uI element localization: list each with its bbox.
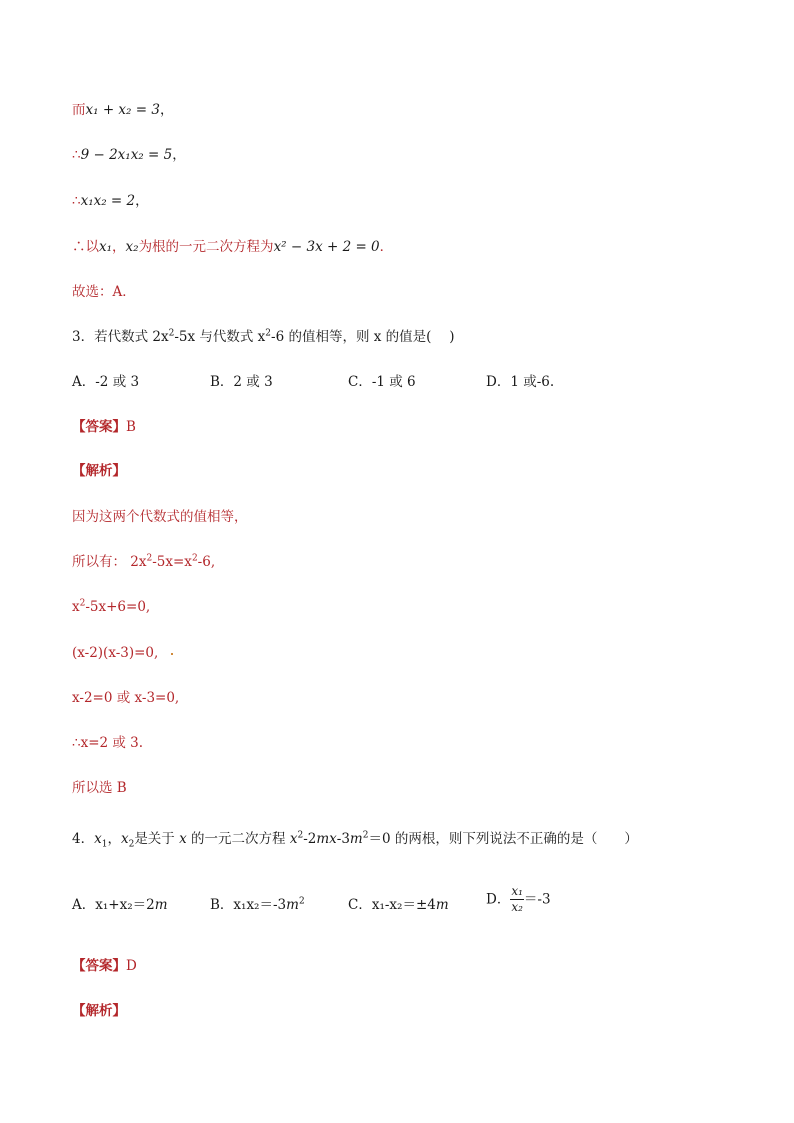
math-expression: x₁x₂ = 2 bbox=[80, 193, 136, 209]
option-expr: x₁+x₂＝2 bbox=[95, 897, 155, 913]
text: -5x=x bbox=[152, 554, 192, 570]
text: -6 的值相等，则 x 的值是( ) bbox=[271, 329, 455, 345]
answer-value: D bbox=[126, 958, 137, 974]
text: -2 bbox=[303, 831, 317, 847]
text: ． bbox=[379, 239, 394, 255]
math-x: x bbox=[94, 831, 102, 847]
q3-option-d: D．1 或-6. bbox=[486, 374, 555, 390]
q3-step-3 bbox=[72, 598, 150, 616]
subscript: 1 bbox=[101, 839, 108, 850]
solution-line-1 bbox=[72, 101, 173, 119]
solution-line-4 bbox=[72, 238, 393, 256]
punctuation: ， bbox=[135, 193, 149, 209]
math-x1: x₁ bbox=[99, 239, 113, 255]
line-prefix: 而 bbox=[72, 102, 86, 118]
q3-option-b: B．2 或 3 bbox=[210, 374, 273, 390]
math-x: x bbox=[179, 831, 187, 847]
superscript: 2 bbox=[362, 830, 369, 841]
text: -5x+6=0, bbox=[85, 599, 151, 615]
q3-step-7: 所以选 B bbox=[72, 780, 127, 796]
punctuation: ， bbox=[159, 102, 174, 118]
math-x: x bbox=[120, 831, 129, 847]
question-3-stem bbox=[72, 328, 455, 346]
therefore-symbol: ∴ bbox=[72, 147, 81, 163]
math-expression: 9 − 2x₁x₂ = 5 bbox=[80, 147, 173, 163]
superscript: 2 bbox=[265, 328, 272, 339]
q3-step-2 bbox=[72, 553, 215, 571]
math-mx: mx bbox=[316, 831, 337, 847]
q4-option-a bbox=[72, 896, 168, 914]
superscript: 2 bbox=[146, 553, 153, 564]
text: 是关于 bbox=[134, 831, 180, 847]
text: ， bbox=[112, 239, 126, 255]
answer-value: B bbox=[126, 419, 136, 435]
superscript: 2 bbox=[297, 830, 304, 841]
math-equation: x² − 3x + 2 = 0 bbox=[273, 239, 380, 255]
text: ， bbox=[107, 831, 121, 847]
q3-step-1: 因为这两个代数式的值相等， bbox=[72, 509, 248, 525]
text: 4． bbox=[72, 831, 95, 847]
q3-analysis-label: 【解析】 bbox=[72, 463, 126, 479]
q4-option-c bbox=[348, 896, 449, 914]
option-expr: x₁x₂＝-3 bbox=[233, 897, 287, 913]
math-expression: x₁ + x₂ = 3 bbox=[85, 102, 160, 118]
q3-step-5: x-2=0 或 x-3=0, bbox=[72, 690, 180, 706]
text: 为根的一元二次方程为 bbox=[138, 239, 274, 255]
fraction-denominator: x₂ bbox=[511, 900, 523, 914]
option-expr: ＝-3 bbox=[523, 891, 551, 908]
math-x: x bbox=[289, 831, 298, 847]
superscript: 2 bbox=[79, 598, 86, 609]
math-x2: x₂ bbox=[125, 239, 139, 255]
stray-dot bbox=[171, 653, 173, 655]
subscript: 2 bbox=[128, 839, 135, 850]
fraction-numerator: x₁ bbox=[511, 884, 523, 898]
question-4-stem bbox=[72, 830, 638, 848]
superscript: 2 bbox=[191, 553, 198, 564]
text: ∴以 bbox=[72, 239, 99, 255]
text: -6, bbox=[197, 554, 216, 570]
text: x bbox=[72, 599, 80, 615]
option-label: D． bbox=[486, 891, 511, 908]
q3-option-a: A．-2 或 3 bbox=[72, 374, 140, 390]
q4-option-d bbox=[486, 884, 551, 915]
solution-line-2 bbox=[72, 146, 186, 164]
math-m: m bbox=[435, 897, 449, 913]
q4-option-b bbox=[210, 896, 305, 914]
superscript: 2 bbox=[168, 328, 175, 339]
q3-option-c: C．-1 或 6 bbox=[348, 374, 416, 390]
text: 的一元二次方程 bbox=[186, 831, 290, 847]
option-label: C． bbox=[348, 897, 372, 913]
q4-answer bbox=[72, 957, 137, 975]
option-expr: x₁-x₂＝±4 bbox=[371, 897, 436, 913]
fraction bbox=[510, 884, 524, 915]
math-m: m bbox=[154, 897, 168, 913]
math-m: m bbox=[349, 831, 363, 847]
punctuation: ， bbox=[172, 147, 186, 163]
q3-answer bbox=[72, 418, 136, 436]
option-label: A． bbox=[72, 897, 96, 913]
superscript: 2 bbox=[298, 896, 305, 907]
math-m: m bbox=[286, 897, 299, 913]
answer-label: 【答案】 bbox=[72, 958, 126, 974]
q4-analysis-label: 【解析】 bbox=[72, 1003, 126, 1019]
q3-step-4: (x-2)(x-3)=0, bbox=[72, 645, 159, 661]
solution-line-3 bbox=[72, 192, 149, 210]
solution-line-5: 故选：A． bbox=[72, 284, 136, 300]
text: -5x 与代数式 x bbox=[174, 329, 266, 345]
therefore-symbol: ∴ bbox=[72, 193, 81, 209]
text: ＝0 的两根，则下列说法不正确的是（ ） bbox=[368, 831, 638, 847]
q3-step-6: ∴x=2 或 3. bbox=[72, 735, 144, 751]
answer-label: 【答案】 bbox=[72, 419, 126, 435]
text: 3．若代数式 2x bbox=[72, 329, 169, 345]
option-label: B． bbox=[210, 897, 234, 913]
text: 所以有： 2x bbox=[72, 554, 147, 570]
text: -3 bbox=[336, 831, 350, 847]
